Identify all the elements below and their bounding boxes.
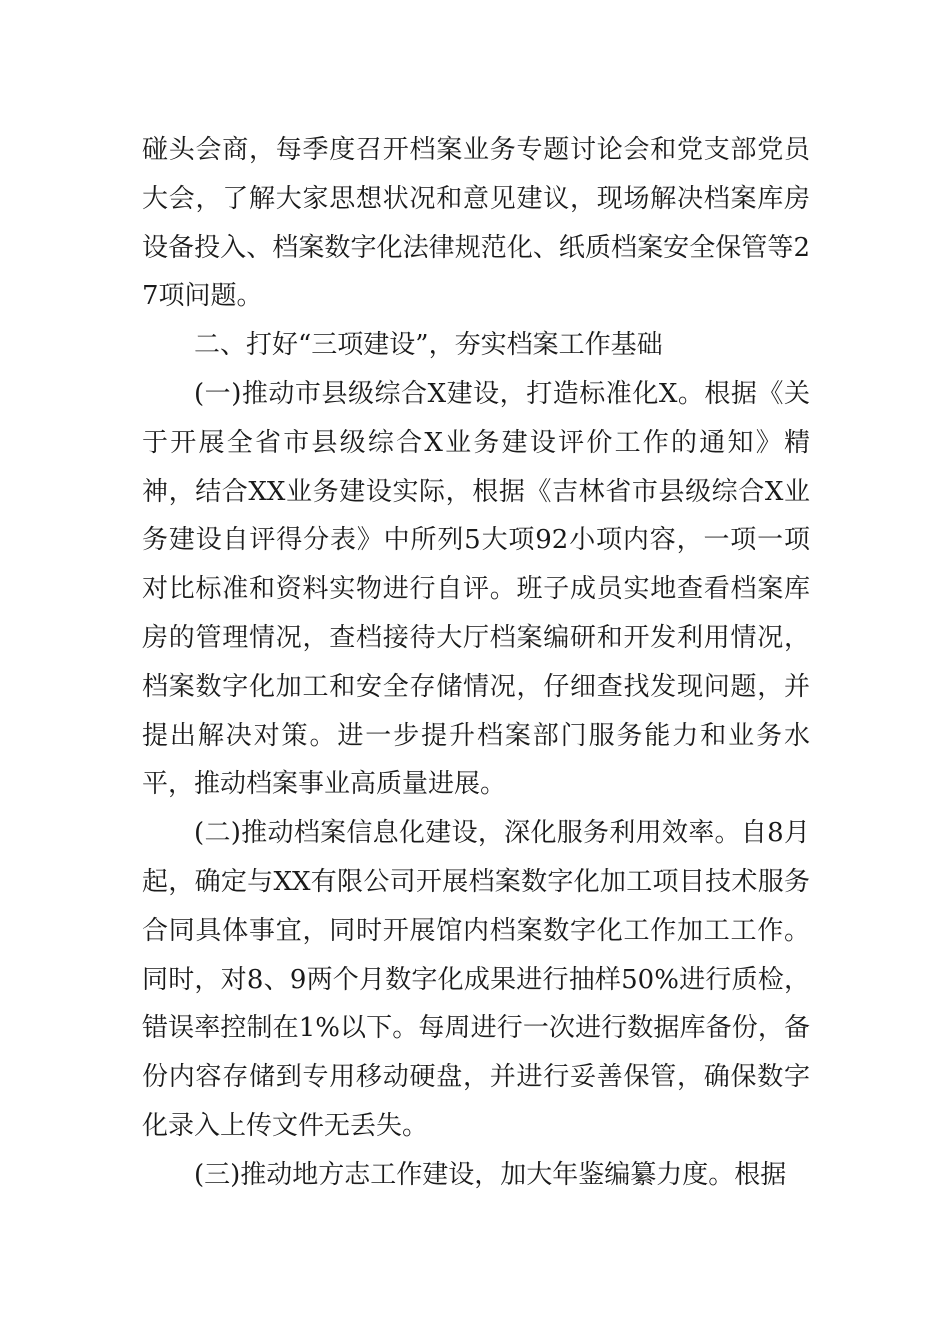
paragraph-item-1: (一)推动市县级综合X建设，打造标准化X。根据《关于开展全省市县级综合X业务建设评价工作的通知》精神，结合XX业务建设实际，根据《吉林省市县级综合X业务建设自评得分表》中所列5大项92小项内容，一项一项对比标准和资料实物进行自评。班子成员实地查看档案库房的管理情况，查档接待大厅档案编研和开发利用情况，档案数字化加工和安全存储情况，仔细查找发现问题，并提出解决对策。进一步提升档案部门服务能力和业务水平，推动档案事业高质量进展。 xyxy=(142,378,810,800)
section-heading: 二、打好“三项建设”，夯实档案工作基础 xyxy=(194,330,663,361)
paragraph-intro: 碰头会商，每季度召开档案业务专题讨论会和党支部党员大会，了解大家思想状况和意见建议，现场解决档案库房设备投入、档案数字化法律规范化、纸质档案安全保管等27项问题。 xyxy=(142,135,810,312)
document-body xyxy=(142,126,810,1200)
paragraph-item-3: (三)推动地方志工作建设，加大年鉴编纂力度。根据 xyxy=(194,1159,787,1190)
paragraph-item-2: (二)推动档案信息化建设，深化服务利用效率。自8月起，确定与XX有限公司开展档案数字化加工项目技术服务合同具体事宜，同时开展馆内档案数字化工作加工工作。同时，对8、9两个月数字化成果进行抽样50%进行质检，错误率控制在1%以下。每周进行一次进行数据库备份，备份内容存储到专用移动硬盘，并进行妥善保管，确保数字化录入上传文件无丢失。 xyxy=(142,818,810,1141)
